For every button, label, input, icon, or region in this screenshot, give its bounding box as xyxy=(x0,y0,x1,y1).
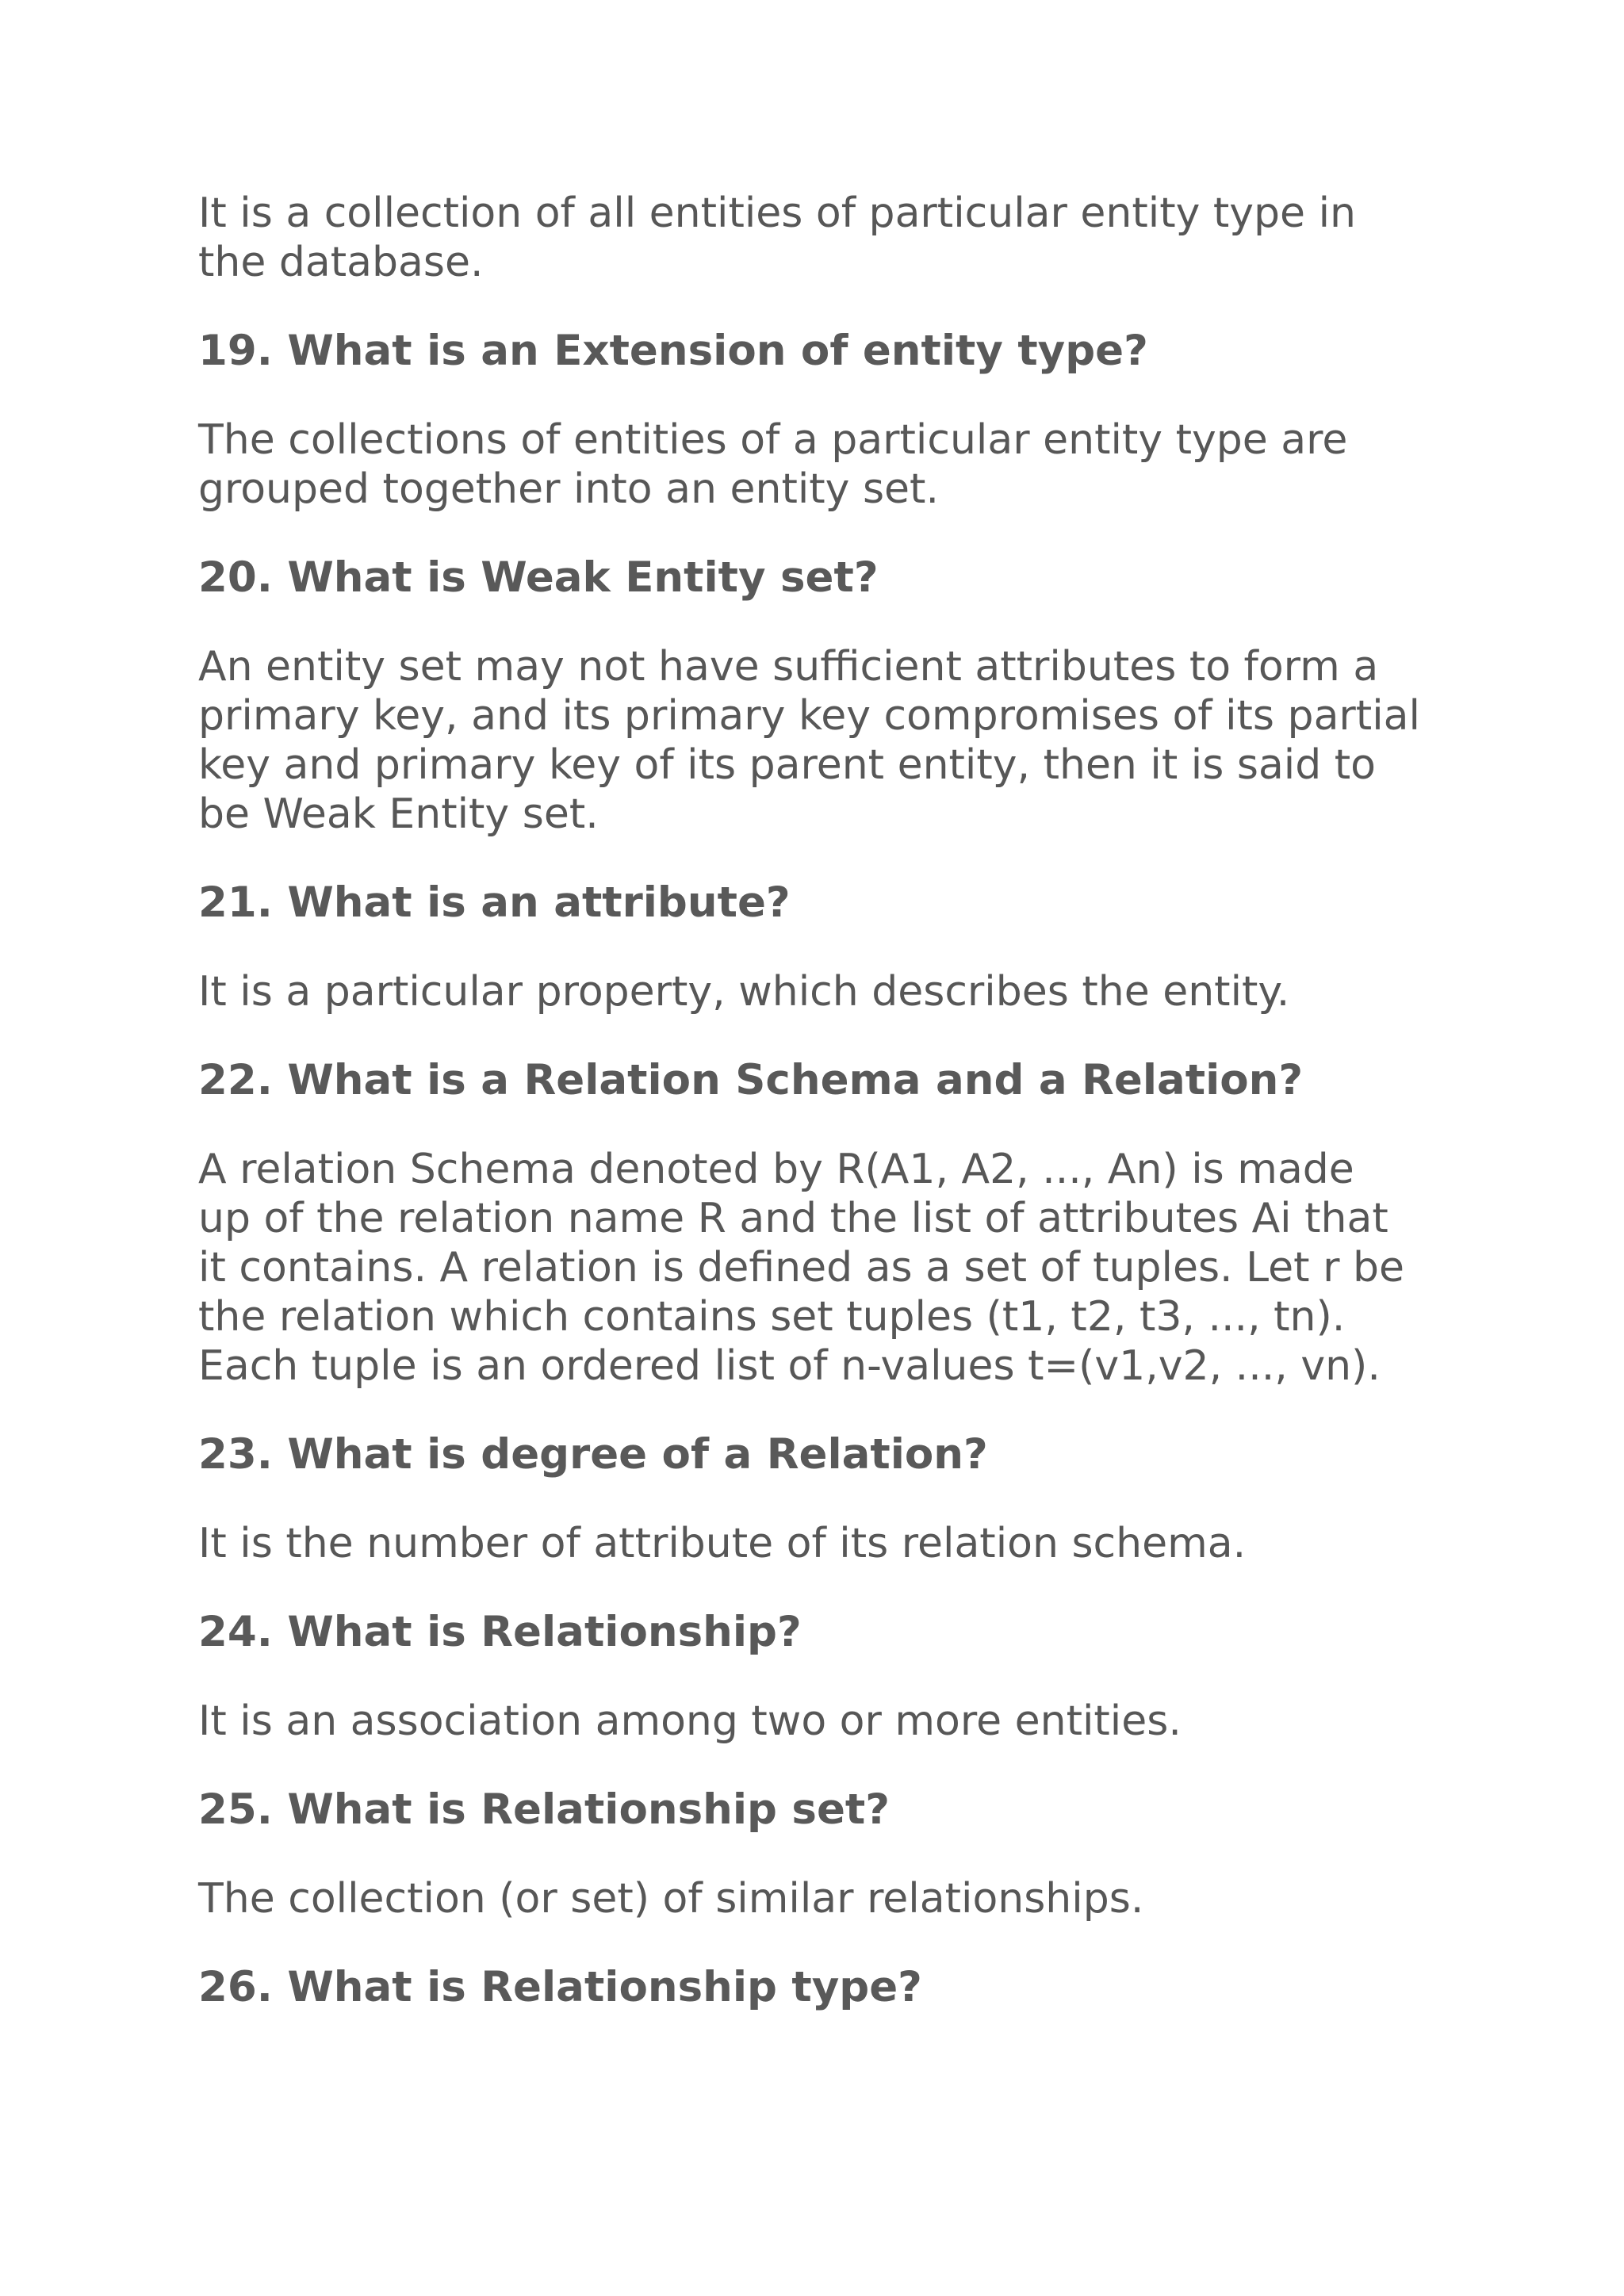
answer-line: It is a particular property, which describes the entity. xyxy=(198,968,1290,1016)
answer-line: key and primary key of its parent entity, then it is said to xyxy=(198,741,1376,789)
answer-line: the database. xyxy=(198,239,484,286)
question-heading: 20. What is Weak Entity set? xyxy=(198,553,879,602)
answer-paragraph xyxy=(198,1697,1451,1746)
answer-line: The collection (or set) of similar relationships. xyxy=(198,1875,1144,1923)
document-page xyxy=(198,189,1451,2012)
question-heading: 22. What is a Relation Schema and a Relation? xyxy=(198,1056,1304,1104)
answer-paragraph xyxy=(198,189,1451,287)
answer-paragraph xyxy=(198,1145,1451,1391)
answer-line: An entity set may not have sufficient attributes to form a xyxy=(198,643,1379,691)
answer-line: Each tuple is an ordered list of n-values t=(v1,v2, ..., vn). xyxy=(198,1342,1381,1390)
answer-line: up of the relation name R and the list of attributes Ai that xyxy=(198,1195,1388,1242)
answer-line: The collections of entities of a particular entity type are xyxy=(198,416,1348,464)
answer-line: be Weak Entity set. xyxy=(198,790,599,838)
answer-paragraph xyxy=(198,1874,1451,1923)
question-heading: 21. What is an attribute? xyxy=(198,878,791,927)
question-heading: 25. What is Relationship set? xyxy=(198,1785,890,1834)
answer-paragraph xyxy=(198,967,1451,1016)
answer-line: grouped together into an entity set. xyxy=(198,465,939,513)
answer-paragraph xyxy=(198,642,1451,839)
question-heading: 19. What is an Extension of entity type? xyxy=(198,327,1148,375)
answer-line: the relation which contains set tuples (t1, t2, t3, ..., tn). xyxy=(198,1293,1346,1341)
answer-line: primary key, and its primary key compromises of its partial xyxy=(198,692,1420,740)
answer-line: A relation Schema denoted by R(A1, A2, ..., An) is made xyxy=(198,1146,1354,1193)
answer-line: It is an association among two or more entities. xyxy=(198,1697,1182,1745)
question-heading: 24. What is Relationship? xyxy=(198,1608,802,1656)
answer-paragraph xyxy=(198,1519,1451,1568)
answer-line: It is the number of attribute of its relation schema. xyxy=(198,1520,1247,1567)
question-heading: 23. What is degree of a Relation? xyxy=(198,1430,988,1479)
answer-line: It is a collection of all entities of particular entity type in xyxy=(198,189,1356,237)
answer-line: it contains. A relation is defined as a set of tuples. Let r be xyxy=(198,1244,1404,1292)
answer-paragraph xyxy=(198,415,1451,514)
question-heading: 26. What is Relationship type? xyxy=(198,1963,922,2011)
